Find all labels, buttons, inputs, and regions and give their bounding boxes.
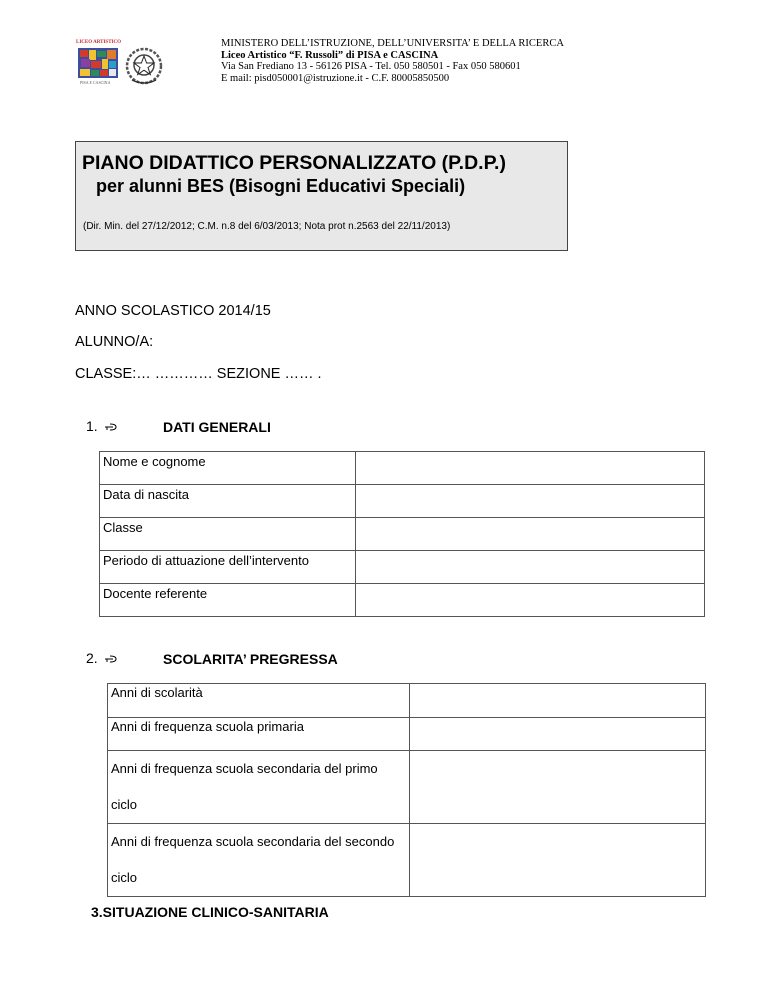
prior-schooling-table <box>107 683 706 897</box>
school-year: ANNO SCOLASTICO 2014/15 <box>75 303 271 319</box>
row-label: Anni di scolarità <box>108 684 410 718</box>
table-row <box>108 684 706 718</box>
ministry-header <box>221 38 564 84</box>
row-label: Nome e cognome <box>100 452 356 485</box>
row-label: Classe <box>100 518 356 551</box>
pointing-hand-icon <box>104 422 118 432</box>
table-row <box>100 518 705 551</box>
section1-number-text: 1. <box>86 418 98 434</box>
row-value-cell[interactable] <box>356 485 705 518</box>
table-row <box>108 824 706 897</box>
school-logo-caption-bottom: PISA E CASCINA <box>80 80 111 85</box>
table-row <box>100 584 705 617</box>
table-row <box>100 452 705 485</box>
table-row <box>108 751 706 824</box>
row-value-cell[interactable] <box>410 824 706 897</box>
section3-title: 3.SITUAZIONE CLINICO-SANITARIA <box>91 904 329 920</box>
document-subtitle: per alunni BES (Bisogni Educativi Speciali) <box>96 176 466 196</box>
pointing-hand-icon <box>104 654 118 664</box>
row-label: Anni di frequenza scuola primaria <box>108 718 410 751</box>
general-data-table <box>99 451 705 617</box>
row-value-cell[interactable] <box>410 751 706 824</box>
row-value-cell[interactable] <box>356 551 705 584</box>
student-field[interactable]: ALUNNO/A: <box>75 334 154 350</box>
row-label: Periodo di attuazione dell’intervento <box>100 551 356 584</box>
section2-number-text: 2. <box>86 650 98 666</box>
class-section-field[interactable]: CLASSE:… ………… SEZIONE …… . <box>75 366 322 382</box>
row-value-cell[interactable] <box>410 718 706 751</box>
school-logo-caption-top: LICEO ARTISTICO <box>76 40 121 45</box>
school-name: Liceo Artistico “F. Russoli” di PISA e CASCINA <box>221 49 439 61</box>
school-logo <box>76 40 120 86</box>
title-box <box>75 141 568 251</box>
table-row <box>100 551 705 584</box>
table-row <box>108 718 706 751</box>
section1-number <box>86 418 98 434</box>
section1-title: DATI GENERALI <box>163 419 271 435</box>
row-value-cell[interactable] <box>410 684 706 718</box>
school-logo-mosaic <box>78 48 118 78</box>
row-label: Anni di frequenza scuola secondaria del primo ciclo <box>108 751 410 824</box>
ministry-line: MINISTERO DELL’ISTRUZIONE, DELL’UNIVERSITA’ E DELLA RICERCA <box>221 38 564 49</box>
school-address: Via San Frediano 13 - 56126 PISA - Tel. 050 580501 - Fax 050 580601 <box>221 61 521 72</box>
school-contacts: E mail: pisd050001@istruzione.it - C.F. 80005850500 <box>221 72 450 84</box>
table-row <box>100 485 705 518</box>
row-label: Anni di frequenza scuola secondaria del secondo ciclo <box>108 824 410 897</box>
document-title: PIANO DIDATTICO PERSONALIZZATO (P.D.P.) <box>82 152 506 174</box>
legal-reference: (Dir. Min. del 27/12/2012; C.M. n.8 del 6/03/2013; Nota prot n.2563 del 22/11/2013) <box>83 221 451 232</box>
row-value-cell[interactable] <box>356 518 705 551</box>
republic-emblem-icon <box>124 46 164 86</box>
row-label: Data di nascita <box>100 485 356 518</box>
row-value-cell[interactable] <box>356 452 705 485</box>
row-value-cell[interactable] <box>356 584 705 617</box>
section2-number <box>86 650 98 666</box>
row-label: Docente referente <box>100 584 356 617</box>
section2-title: SCOLARITA’ PREGRESSA <box>163 651 338 667</box>
